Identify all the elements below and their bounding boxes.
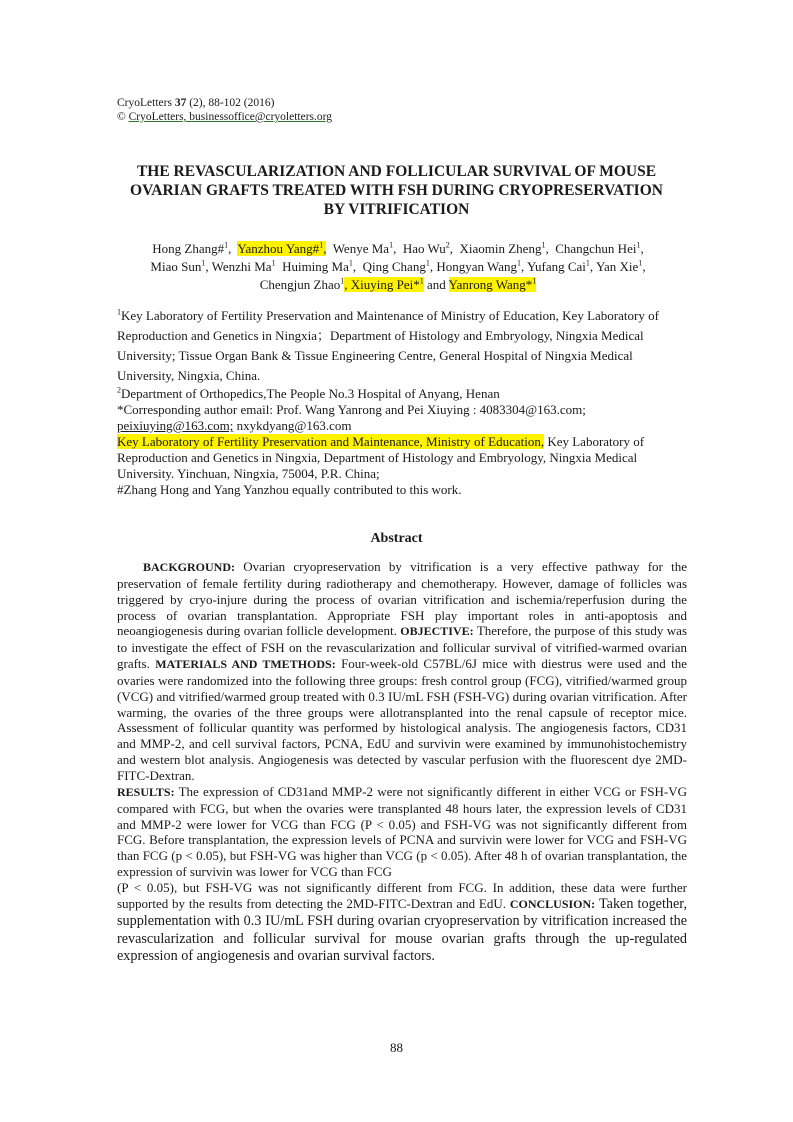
- journal-header: [117, 96, 332, 124]
- journal-copyright: [117, 110, 332, 124]
- journal-issue-pages: (2), 88-102 (2016): [189, 97, 275, 109]
- affil-mark: 1: [532, 276, 537, 286]
- section-label-objective: OBJECTIVE:: [400, 624, 474, 639]
- section-label-results: RESULTS:: [117, 784, 175, 799]
- section-label-background: BACKGROUND:: [143, 560, 235, 574]
- title-line: BY VITRIFICATION: [323, 201, 470, 218]
- author-line-2: Miao Sun$^1$, Wenzhi Ma$^1$ Huiming Ma$^1$, Qing Chang$^1$, Hongyan Wang$^1$, Yufang Cai$^1$, Yan Xie$^1$,: [150, 258, 646, 274]
- affil-mark: 1: [224, 240, 229, 250]
- author: Yanzhou Yang#: [237, 241, 320, 256]
- journal-name: CryoLetters: [117, 97, 172, 109]
- author: Yufang Cai: [527, 259, 586, 274]
- author: Huiming Ma: [282, 259, 349, 274]
- address-text: Key Laboratory of Reproduction and Genetics in Ningxia, Department of Histology and Embryology, Ningxia Medical University. Yinchuan, Ningxia, 75004, P.R. China;: [117, 434, 645, 481]
- affil-mark: 1: [340, 276, 345, 286]
- title-line: OVARIAN GRAFTS TREATED WITH FSH DURING CRYOPRESERVATION: [130, 182, 663, 199]
- abstract-text: The expression of CD31and MMP-2 were not significantly different in either VCG or FSH-VG compared with FCG, but when the ovaries were transplanted 48 hours later, the expression levels of CD31 and MMP-2 were lower for VCG than FCG (P < 0.05) and FSH-VG was not significantly different from FCG. Before transplantation, the expression levels of PCNA and survivin were lower for VCG and FSH-VG than FCG (p < 0.05), but FSH-VG was higher than VCG (p < 0.05). After 48 h of ovarian transplantation, the expression of survivin was lower for VCG than FCG: [117, 783, 687, 880]
- author: Yan Xie: [595, 259, 639, 274]
- abstract-text: (P < 0.05), but FSH-VG was not significantly different from FCG. In addition, these data were further supported by the results from detecting the 2MD-FITC-Dextran and EdU.: [117, 879, 687, 911]
- equal-contribution-note: #Zhang Hong and Yang Yanzhou equally contributed to this work.: [117, 482, 462, 497]
- author-highlighted: , Xiuying Pei*$^1$: [344, 276, 424, 292]
- paper-title: [100, 162, 693, 219]
- affil-mark: 2: [445, 240, 450, 250]
- author: Xiuying Pei*: [350, 277, 420, 292]
- abstract-heading: Abstract: [370, 531, 423, 546]
- email-link[interactable]: peixiuying@163.com;: [117, 418, 234, 433]
- affil-mark: 1: [585, 258, 590, 268]
- author-list: [108, 240, 688, 294]
- section-label-methods: MATERIALS AND TMETHODS:: [155, 657, 336, 672]
- abstract-text: Taken together, supplementation with 0.3 IU/mL FSH during ovarian cryopreservation by vitrification increased the revascularization and follicular survival for mouse ovarian grafts through the up-regulated expression of angiogenesis and ovarian survival factors.: [117, 895, 687, 965]
- author: Hongyan Wang: [436, 259, 518, 274]
- section-label-conclusion: CONCLUSION:: [509, 896, 596, 911]
- affil-mark: 1: [319, 240, 324, 250]
- affil-mark: 1: [117, 307, 121, 317]
- affil-mark: 1: [201, 258, 206, 268]
- author: Qing Chang: [362, 259, 426, 274]
- author: Xiaomin Zheng: [459, 241, 542, 256]
- affil-mark: 1: [348, 258, 353, 268]
- and-word: and: [426, 277, 446, 292]
- author: Wenzhi Ma: [211, 259, 272, 274]
- affil-mark: 2: [117, 385, 121, 395]
- abstract-text: Therefore, the purpose of this study was to investigate the effect of FSH on the revascularization and follicular survival of vitrified-warmed ovarian grafts.: [117, 623, 687, 672]
- email-text: nxykdyang@163.com: [233, 418, 352, 433]
- author-line-1: Hong Zhang#$^1$, Yanzhou Yang#$^1$, Wenye Ma$^1$, Hao Wu$^2$, Xiaomin Zheng$^1$, Changchun Hei$^1$,: [152, 240, 644, 256]
- affiliation-text: Department of Orthopedics,The People No.3 Hospital of Anyang, Henan: [121, 386, 500, 401]
- affil-mark: 1: [638, 258, 643, 268]
- author: Yanrong Wang*: [448, 277, 533, 292]
- corresponding-author: [117, 402, 687, 434]
- affil-mark: 1: [425, 258, 430, 268]
- author: Hong Zhang#: [152, 241, 225, 256]
- author: Wenye Ma: [332, 241, 390, 256]
- affiliations: [117, 306, 687, 498]
- affil-mark: 1: [271, 258, 276, 268]
- abstract-text: Ovarian cryopreservation by vitrification is a very effective pathway for the preservation of female fertility during radiotherapy and chemotherapy. However, damage of follicles was triggered by cryo-injure during the process of ovarian vitrification and ischemia/reperfusion during the process of ovarian transplantation. Appropriate FSH play important roles in anti-apoptosis and neoangiogenesis during ovarian follicle development.: [117, 559, 687, 639]
- affil-mark: 1: [636, 240, 641, 250]
- abstract-paragraph: [117, 880, 687, 966]
- affil-mark: 1: [541, 240, 546, 250]
- abstract-body: [117, 559, 687, 966]
- affiliation-text: Key Laboratory of Fertility Preservation and Maintenance of Ministry of Education, Key Laboratory of Reproduction and Genetics in Ningxia；Department of Histology and Embryology, Ningxia Medical University; Tissue Organ Bank & Tissue Engineering Centre, General Hospital of Ningxia Medical University, Ningxia, China.: [117, 308, 659, 383]
- journal-citation: [117, 96, 332, 110]
- affil-mark: 1: [517, 258, 522, 268]
- affil-mark: 1: [419, 276, 424, 286]
- author: Miao Sun: [150, 259, 202, 274]
- author: Hao Wu: [402, 241, 446, 256]
- abstract-text: Four-week-old C57BL/6J mice with diestrus were used and the ovaries were randomized into the following three groups: fresh control group (FCG), vitrified/warmed group (VCG) and vitrified/warmed group treated with 0.3 IU/mL FSH (FSH-VG) during ovarian vitrification. After warming, the ovaries of the three groups were allotransplanted into the renal capsule of receptor mice. Assessment of follicular quantity was performed by histological analysis. The angiogenesis factors, CD31 and MMP-2, and cell survival factors, PCNA, EdU and survivin were examined by immunohistochemistry and western blot analysis. Angiogenesis was detected by vascular perfusion with the fluorescent dye 2MD-FITC-Dextran.: [117, 656, 687, 783]
- author-line-3: [108, 276, 688, 294]
- author: Chengjun Zhao: [259, 277, 341, 292]
- corresponding-text: *Corresponding author email: Prof. Wang Yanrong and Pei Xiuying : 4083304@163.com;: [117, 402, 586, 417]
- address-highlighted: Key Laboratory of Fertility Preservation and Maintenance, Ministry of Education,: [117, 434, 545, 449]
- affiliation-1: [117, 306, 687, 386]
- affiliation-2: [117, 386, 687, 402]
- author-highlighted: Yanzhou Yang#$^1$,: [237, 240, 327, 256]
- postal-address: [117, 434, 687, 482]
- copyright-symbol: ©: [117, 111, 126, 123]
- affil-mark: 1: [389, 240, 394, 250]
- journal-volume: 37: [174, 97, 187, 109]
- author: Changchun Hei: [555, 241, 637, 256]
- journal-website-link[interactable]: CryoLetters, businessoffice@cryoletters.org: [128, 111, 333, 123]
- title-line: THE REVASCULARIZATION AND FOLLICULAR SURVIVAL OF MOUSE: [136, 163, 657, 180]
- page-number: 88: [390, 1040, 403, 1055]
- abstract-paragraph: [117, 559, 687, 880]
- author-highlighted: [449, 277, 537, 292]
